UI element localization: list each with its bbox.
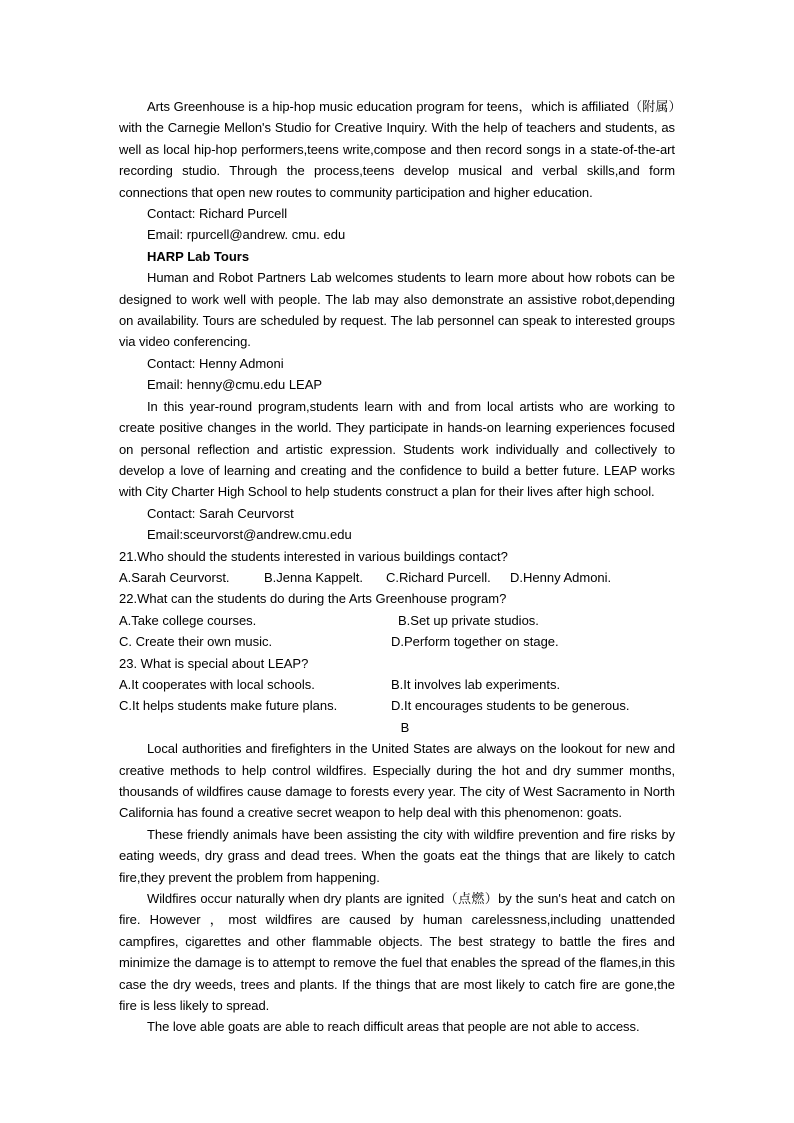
section-marker-b: B [400, 719, 410, 735]
paragraph-goats-assist: These friendly animals have been assisting the city with wildfire prevention and fire risks by eating weeds, dry grass and dead trees. When the goats eat the things that are likely to catch fire,they prevent the problem from happening. [119, 826, 675, 885]
question-23-stem: 23. What is special about LEAP? [119, 655, 309, 671]
question-22-option-a[interactable]: A.Take college courses. [119, 612, 257, 628]
email-richard-purcell: Email: rpurcell@andrew. cmu. edu [147, 227, 346, 243]
question-22-option-c[interactable]: C. Create their own music. [119, 634, 273, 650]
question-21-stem: 21.Who should the students interested in various buildings contact? [119, 548, 508, 564]
question-22-stem: 22.What can the students do during the Arts Greenhouse program? [119, 591, 507, 607]
question-23-option-c[interactable]: C.It helps students make future plans. [119, 698, 338, 714]
question-23-options-row-1 [119, 674, 675, 695]
question-21-option-a[interactable]: A.Sarah Ceurvorst. [119, 569, 230, 585]
question-21-option-d[interactable]: D.Henny Admoni. [510, 569, 612, 585]
heading-harp-lab-tours: HARP Lab Tours [147, 248, 250, 264]
email-sarah-ceurvorst: Email:sceurvorst@andrew.cmu.edu [147, 527, 352, 543]
paragraph-harp-lab: Human and Robot Partners Lab welcomes students to learn more about how robots can be designed to work well with people. The lab may also demonstrate an assistive robot,depending on availability. Tours are scheduled by request. The lab personnel can speak to interested groups via video conferencing. [119, 270, 675, 350]
question-23-option-a[interactable]: A.It cooperates with local schools. [119, 676, 315, 692]
paragraph-goats-access: The love able goats are able to reach difficult areas that people are not able to access. [147, 1019, 640, 1035]
question-23-option-b[interactable]: B.It involves lab experiments. [391, 676, 561, 692]
question-22-option-b[interactable]: B.Set up private studios. [398, 612, 539, 628]
question-22-options-row-1 [119, 610, 675, 631]
document-body [119, 96, 675, 1038]
paragraph-leap: In this year-round program,students learn with and from local artists who are working to create positive changes in the world. They participate in hands-on learning experiences focused on personal reflection and artistic expression. Students work individually and collectively to develop a love of learning and creating and the confidence to build a better future. LEAP works with City Charter High School to help students construct a plan for their lives after high school. [119, 398, 675, 500]
question-23-option-d[interactable]: D.It encourages students to be generous. [391, 698, 630, 714]
question-21-options [119, 567, 675, 588]
paragraph-arts-greenhouse: Arts Greenhouse is a hip-hop music education program for teens，which is affiliated（附属）with the Carnegie Mellon's Studio for Creative Inquiry. With the help of teachers and students, as well as local hip-hop performers,teens write,compose and then record songs in a state-of-the-art recording studio. Through the process,teens develop musical and verbal skills,and form connections that open new routes to community participation and higher education. [119, 99, 675, 200]
paragraph-wildfires-intro: Local authorities and firefighters in the United States are always on the lookout for new and creative methods to help control wildfires. Especially during the hot and dry summer months, thousands of wildfires cause damage to forests every year. The city of West Sacramento in North California has found a creative secret weapon to help deal with this phenomenon: goats. [119, 741, 675, 821]
email-henny-admoni: Email: henny@cmu.edu LEAP [147, 377, 323, 393]
question-23-options-row-2 [119, 695, 675, 716]
contact-sarah-ceurvorst: Contact: Sarah Ceurvorst [147, 505, 294, 521]
question-21-option-c[interactable]: C.Richard Purcell. [386, 569, 491, 585]
question-21-option-b[interactable]: B.Jenna Kappelt. [264, 569, 364, 585]
question-22-options-row-2 [119, 631, 675, 652]
paragraph-wildfire-causes: Wildfires occur naturally when dry plants are ignited（点燃）by the sun's heat and catch on fire. However ，most wildfires are caused by human carelessness,including unattended campfires, cigarettes and other flammable objects. The best strategy to battle the fires and minimize the damage is to attempt to remove the fuel that enables the spread of the flames,in this case the dry weeds, trees and plants. If the things that are most likely to catch fire are gone,the fire is less likely to spread. [119, 890, 675, 1013]
question-22-option-d[interactable]: D.Perform together on stage. [391, 634, 559, 650]
contact-richard-purcell: Contact: Richard Purcell [147, 206, 288, 222]
contact-henny-admoni: Contact: Henny Admoni [147, 355, 284, 371]
